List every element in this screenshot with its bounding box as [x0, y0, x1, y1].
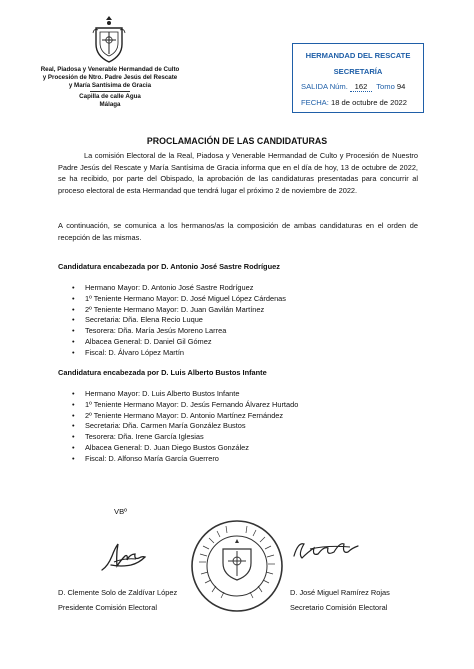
- fecha-row: [293, 98, 431, 107]
- fecha-value: 18 de octubre de 2022: [330, 98, 407, 107]
- tomo-label: Tomo: [376, 82, 395, 91]
- list-item: • 2º Teniente Hermano Mayor: D. Antonio Martínez Fernández: [72, 410, 284, 420]
- president-name: D. Clemente Solo de Zaldívar López: [58, 588, 178, 597]
- org-line: y Procesión de Ntro. Padre Jesús del Rescate: [42, 74, 178, 81]
- candidatura-1-list: [72, 283, 286, 359]
- stamp-dept: SECRETARÍA: [333, 67, 383, 76]
- salida-label: SALIDA Núm.: [301, 82, 348, 91]
- document-title: PROCLAMACIÓN DE LAS CANDIDATURAS: [146, 136, 328, 146]
- tomo-number: 94: [396, 82, 406, 91]
- list-item: • Tesorera: Dña. María Jesús Moreno Larrea: [72, 326, 227, 336]
- intro-paragraph: La comisión Electoral de la Real, Piadosa y Venerable Hermandad de Culto y Procesión de Nuestro Padre Jesús del Rescate y María Santísima de Gracia informa que en el día de hoy, 13 de octubre de 2022, se ha recibido, por parte del Obispado, la aprobación de las candidaturas presentadas para concurrir al proceso electoral de esta Hermandad que tendrá lugar el próximo 2 de noviembre de 2022.: [58, 151, 418, 195]
- secretary-name: D. José Miguel Ramírez Rojas: [290, 588, 390, 597]
- header-divider: [90, 91, 130, 92]
- continuation-paragraph: A continuación, se comunica a los hermanos/as la composición de ambas candidaturas en el orden de recepción de las mismas.: [58, 221, 418, 242]
- list-item: • Hermano Mayor: D. Antonio José Sastre Rodríguez: [72, 283, 254, 292]
- registration-stamp-box: [292, 43, 424, 113]
- list-item: • Tesorera: Dña. Irene García Iglesias: [72, 432, 204, 442]
- salida-row: [293, 82, 431, 92]
- list-item: • Albacea General: D. Daniel Gil Gómez: [72, 336, 212, 346]
- fecha-label: FECHA:: [301, 98, 329, 107]
- salida-number: 162: [350, 82, 372, 92]
- candidatura-1-title: Candidatura encabezada por D. Antonio José Sastre Rodríguez: [58, 262, 280, 271]
- list-item: • Secretaria: Dña. Carmen María González Bustos: [72, 421, 246, 431]
- list-item: • 2º Teniente Hermano Mayor: D. Juan Gavilán Martínez: [72, 304, 265, 314]
- brotherhood-seal-icon: [189, 518, 285, 614]
- visto-bueno-label: VBº: [114, 507, 127, 516]
- city-line: Málaga: [99, 101, 121, 108]
- list-item: • Hermano Mayor: D. Luis Alberto Bustos Infante: [72, 389, 240, 398]
- list-item: • 1º Teniente Hermano Mayor: D. José Miguel López Cárdenas: [72, 293, 286, 303]
- brotherhood-crest-icon: [88, 14, 130, 64]
- list-item: • Secretaria: Dña. Elena Recio Luque: [72, 315, 203, 325]
- stamp-org: HERMANDAD DEL RESCATE: [305, 51, 411, 60]
- list-item: • Fiscal: D. Álvaro López Martín: [72, 347, 184, 357]
- president-signature-icon: [96, 536, 156, 576]
- president-role: Presidente Comisión Electoral: [58, 603, 157, 612]
- candidatura-2-title: Candidatura encabezada por D. Luis Alberto Bustos Infante: [58, 368, 267, 377]
- org-line: y María Santísima de Gracia: [68, 82, 152, 89]
- org-line: Real, Piadosa y Venerable Hermandad de Culto: [40, 66, 180, 73]
- list-item: • Albacea General: D. Juan Diego Bustos González: [72, 442, 249, 452]
- secretary-role: Secretario Comisión Electoral: [290, 603, 388, 612]
- candidatura-2-list: [72, 389, 298, 465]
- list-item: • 1º Teniente Hermano Mayor: D. Jesús Fernando Álvarez Hurtado: [72, 399, 299, 409]
- secretary-signature-icon: [290, 536, 362, 566]
- list-item: • Fiscal: D. Alfonso María García Guerrero: [72, 453, 219, 463]
- chapel-line: Capilla de calle Agua: [79, 93, 141, 100]
- organization-header: [24, 66, 196, 109]
